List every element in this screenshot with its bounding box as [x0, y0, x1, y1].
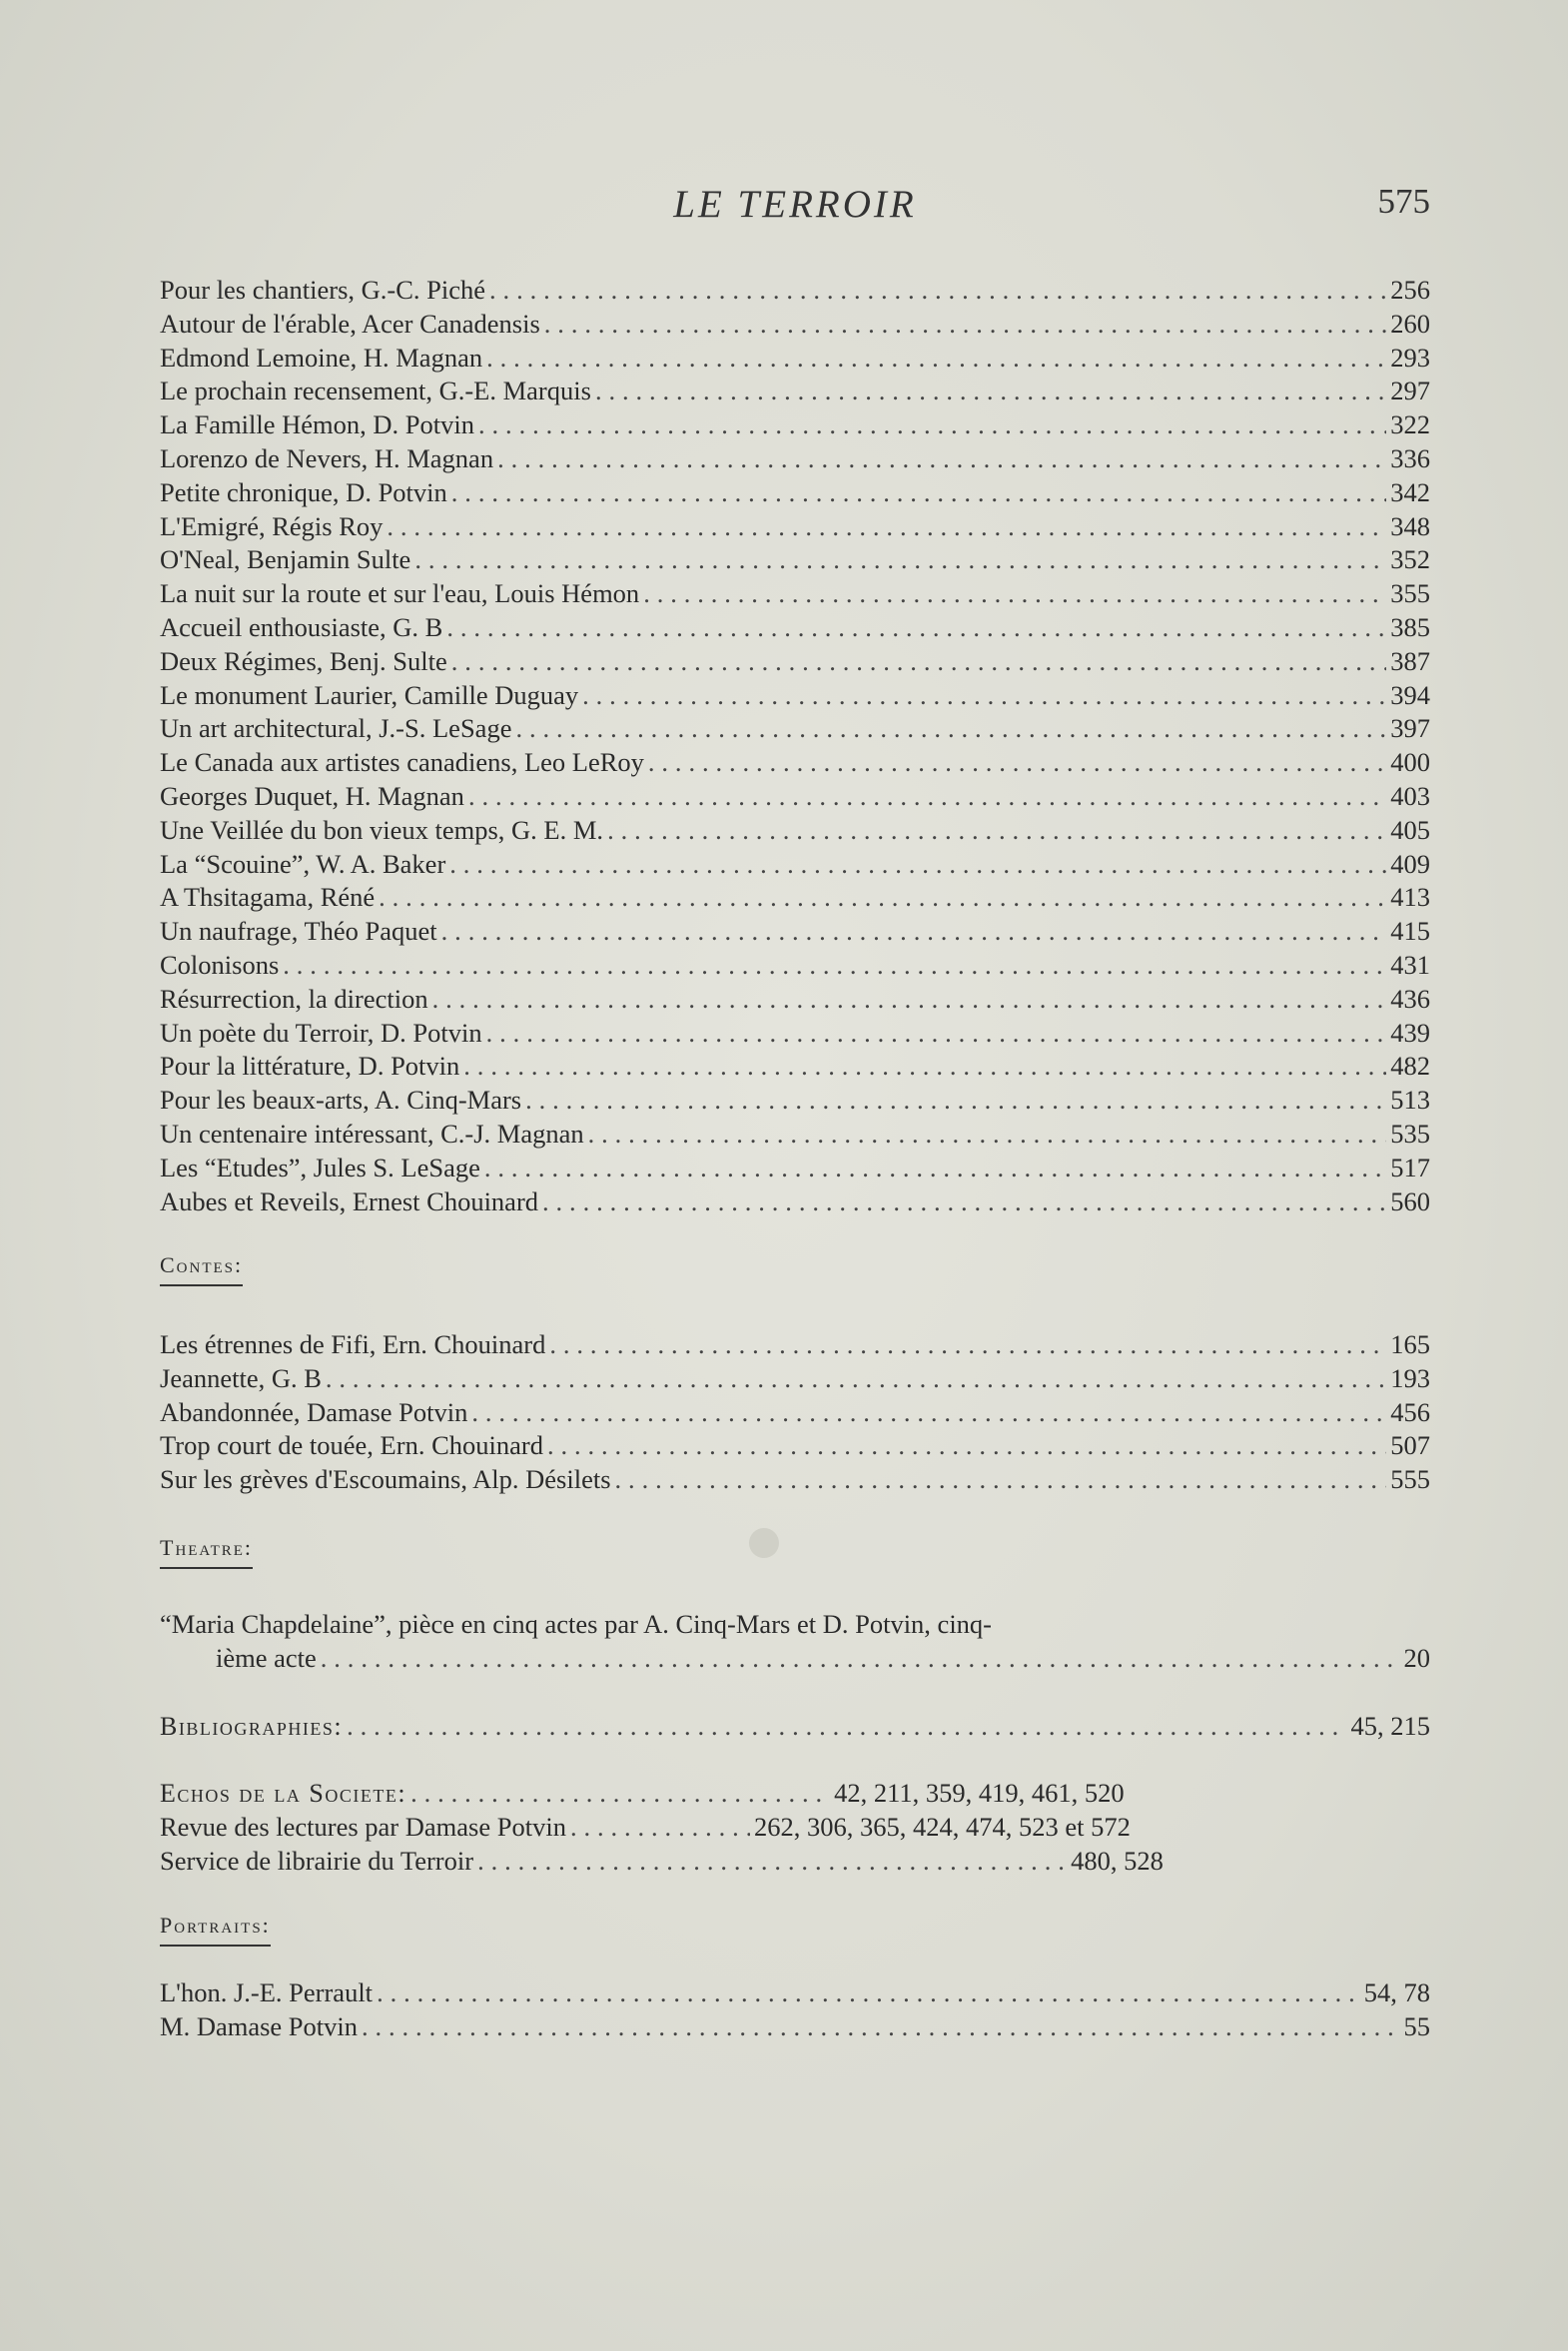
entry-page: 507	[1390, 1430, 1430, 1461]
toc-entry	[160, 2010, 1430, 2044]
entry-page: 439	[1390, 1017, 1430, 1048]
entry-title: Georges Duquet, H. Magnan	[160, 780, 464, 811]
entry-title: Trop court de touée, Ern. Chouinard	[160, 1430, 543, 1461]
toc-entry	[160, 983, 1430, 1017]
entry-title: Autour de l'érable, Acer Canadensis	[160, 308, 540, 339]
entry-page: 165	[1390, 1329, 1430, 1359]
toc-entry	[160, 1642, 1430, 1676]
entry-page: 415	[1390, 916, 1430, 947]
theatre-entry	[160, 1608, 1430, 1676]
toc-entry	[160, 1976, 1430, 2010]
toc-entry	[160, 577, 1430, 611]
theatre-heading: Theatre:	[160, 1535, 253, 1569]
toc-entry	[160, 746, 1430, 780]
toc-entry	[160, 375, 1430, 408]
entry-page: 20	[1403, 1642, 1430, 1673]
entry-title: La Famille Hémon, D. Potvin	[160, 409, 475, 440]
entry-title: Petite chronique, D. Potvin	[160, 476, 447, 507]
contes-section	[160, 1252, 1430, 1316]
entry-page: 513	[1390, 1085, 1430, 1116]
entry-page: 256	[1390, 275, 1430, 305]
portraits-list	[160, 1976, 1430, 2044]
entry-page: 336	[1390, 442, 1430, 473]
toc-entry	[160, 814, 1430, 848]
toc-entry	[160, 1328, 1430, 1362]
entry-title: La “Scouine”, W. A. Baker	[160, 848, 446, 879]
entry-title: Le prochain recensement, G.-E. Marquis	[160, 376, 591, 406]
toc-entry	[160, 1777, 1414, 1811]
toc-entry	[160, 1362, 1430, 1396]
entry-page: 405	[1390, 814, 1430, 845]
entry-title: Abandonnée, Damase Potvin	[160, 1396, 468, 1427]
entry-page: 403	[1390, 780, 1430, 811]
portraits-heading: Portraits:	[160, 1913, 271, 1947]
entry-page: 400	[1390, 747, 1430, 778]
entry-page: 397	[1390, 713, 1430, 744]
entry-page: 352	[1390, 544, 1430, 575]
entry-page: 54, 78	[1363, 1977, 1430, 2007]
entry-title-line2: ième acte	[216, 1642, 317, 1673]
entry-page: 436	[1390, 983, 1430, 1014]
entry-title-line1: “Maria Chapdelaine”, pièce en cinq actes par A. Cinq-Mars et D. Potvin, cinq-	[160, 1609, 993, 1639]
entry-title: La nuit sur la route et sur l'eau, Louis Hémon	[160, 578, 640, 609]
entry-page: 322	[1390, 409, 1430, 440]
entry-title: Colonisons	[160, 949, 280, 980]
toc-entry	[160, 645, 1430, 679]
entry-page: 480, 528	[1071, 1845, 1164, 1876]
entry-title: Un art architectural, J.-S. LeSage	[160, 713, 512, 744]
toc-entry	[160, 543, 1430, 577]
toc-entry	[160, 1050, 1430, 1084]
toc-entry	[160, 1463, 1430, 1497]
entry-page: 482	[1390, 1051, 1430, 1082]
entry-page: 262, 306, 365, 424, 474, 523 et 572	[753, 1811, 1131, 1842]
contes-list	[160, 1328, 1430, 1497]
page-header	[160, 182, 1430, 232]
entry-page: 517	[1390, 1152, 1430, 1182]
entry-page: 535	[1390, 1118, 1430, 1149]
entry-title: Un naufrage, Théo Paquet	[160, 916, 437, 947]
entry-title: Lorenzo de Nevers, H. Magnan	[160, 442, 494, 473]
entry-title: M. Damase Potvin	[160, 2010, 358, 2041]
entry-page: 293	[1390, 342, 1430, 373]
toc-entry	[160, 274, 1430, 308]
entry-page: 456	[1390, 1396, 1430, 1427]
entry-title: Aubes et Reveils, Ernest Chouinard	[160, 1185, 539, 1216]
toc-entry	[160, 1845, 1414, 1879]
toc-entry	[160, 679, 1430, 713]
entry-title: Les étrennes de Fifi, Ern. Chouinard	[160, 1329, 546, 1359]
entry-title: Les “Etudes”, Jules S. LeSage	[160, 1152, 480, 1182]
entry-title: Pour les beaux-arts, A. Cinq-Mars	[160, 1085, 522, 1116]
entry-page: 342	[1390, 476, 1430, 507]
entry-page: 42, 211, 359, 419, 461, 520	[834, 1778, 1125, 1808]
entry-page: 394	[1390, 679, 1430, 710]
entry-title: Sur les grèves d'Escoumains, Alp. Désilets	[160, 1464, 611, 1495]
entry-page: 355	[1390, 578, 1430, 609]
entry-title: Un poète du Terroir, D. Potvin	[160, 1017, 482, 1048]
entry-title: Revue des lectures par Damase Potvin	[160, 1811, 566, 1842]
entry-page: 55	[1403, 2010, 1430, 2041]
bibliographies-section	[160, 1710, 1430, 1744]
entry-page: 193	[1390, 1362, 1430, 1393]
entry-page: 348	[1390, 510, 1430, 541]
running-title: LE TERROIR	[673, 183, 917, 226]
toc-entry	[160, 1429, 1430, 1463]
toc-entry	[160, 848, 1430, 882]
entry-title: Un centenaire intéressant, C.-J. Magnan	[160, 1118, 584, 1149]
entry-page: 45, 215	[1350, 1711, 1430, 1741]
misc-list	[160, 1777, 1414, 1878]
toc-entry	[160, 949, 1430, 983]
toc-entry	[160, 611, 1430, 645]
entry-title: Bibliographies:	[160, 1712, 344, 1741]
entry-title: Accueil enthousiaste, G. B	[160, 611, 443, 642]
toc-entry	[160, 1811, 1414, 1845]
entry-title: Le Canada aux artistes canadiens, Leo LeRoy	[160, 747, 644, 778]
toc-entry	[160, 780, 1430, 814]
entry-title: Le monument Laurier, Camille Duguay	[160, 679, 579, 710]
toc-entry	[160, 1185, 1430, 1219]
entry-page: 560	[1390, 1185, 1430, 1216]
entry-title: Deux Régimes, Benj. Sulte	[160, 645, 447, 676]
entry-title: L'Emigré, Régis Roy	[160, 510, 384, 541]
entry-title: Pour les chantiers, G.-C. Piché	[160, 275, 486, 305]
toc-entry	[160, 915, 1430, 949]
contes-heading: Contes:	[160, 1252, 243, 1286]
entry-page: 431	[1390, 949, 1430, 980]
toc-entry	[160, 1152, 1430, 1185]
toc-entry	[160, 881, 1430, 915]
entry-title: Service de librairie du Terroir	[160, 1845, 474, 1876]
entry-title: A Thsitagama, Réné	[160, 882, 376, 913]
toc-entry	[160, 1118, 1430, 1152]
toc-entry	[160, 510, 1430, 544]
entry-title: Résurrection, la direction	[160, 983, 428, 1014]
toc-entry	[160, 712, 1430, 746]
entry-page: 385	[1390, 611, 1430, 642]
entry-page: 409	[1390, 848, 1430, 879]
entry-page: 555	[1390, 1464, 1430, 1495]
toc-entry	[160, 1396, 1430, 1430]
entry-title: Jeannette, G. B	[160, 1362, 322, 1393]
entry-page: 297	[1390, 376, 1430, 406]
toc-entry	[160, 476, 1430, 510]
toc-entry	[160, 342, 1430, 376]
entry-title: Une Veillée du bon vieux temps, G. E. M.	[160, 814, 604, 845]
entry-title: Echos de la Societe:	[160, 1779, 407, 1808]
entry-title: L'hon. J.-E. Perrault	[160, 1977, 374, 2007]
toc-entry	[160, 308, 1430, 342]
toc-main-list	[160, 274, 1430, 1218]
toc-entry	[160, 408, 1430, 442]
entry-page: 260	[1390, 308, 1430, 339]
toc-entry	[160, 442, 1430, 476]
entry-title: O'Neal, Benjamin Sulte	[160, 544, 411, 575]
entry-title: Pour la littérature, D. Potvin	[160, 1051, 460, 1082]
entry-page: 387	[1390, 645, 1430, 676]
toc-entry	[160, 1017, 1430, 1051]
entry-title: Edmond Lemoine, H. Magnan	[160, 342, 483, 373]
toc-entry	[160, 1084, 1430, 1118]
page-number: 575	[1377, 182, 1430, 221]
entry-page: 413	[1390, 882, 1430, 913]
theatre-section	[160, 1535, 1430, 1599]
toc-entry	[160, 1710, 1430, 1744]
portraits-section	[160, 1913, 1430, 1976]
